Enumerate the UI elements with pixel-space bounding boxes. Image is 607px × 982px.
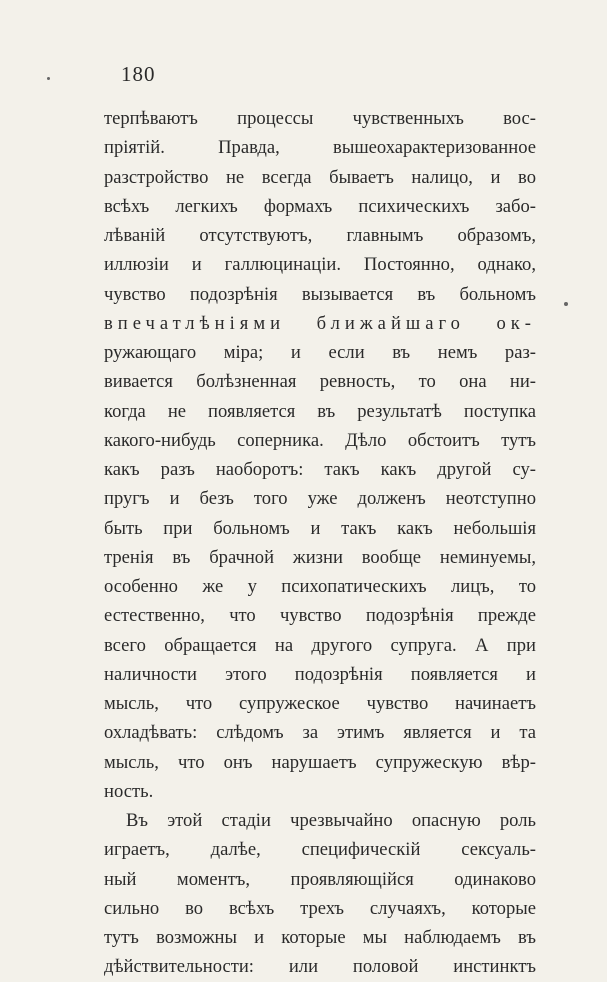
text-line: охладѣвать: слѣдомъ за этимъ является и та (104, 722, 536, 744)
text-line: какъ разъ наоборотъ: такъ какъ другой су- (104, 459, 536, 480)
text-line: играетъ, далѣе, специфическій сексуаль- (104, 839, 536, 861)
text-line: мысль, что онъ нарушаетъ супружескую вѣр- (104, 751, 536, 773)
text-line: естественно, что чувство подозрѣнія прежде (104, 605, 536, 627)
text-line: ность. (104, 780, 154, 802)
text-line: лѣваній отсутствуютъ, главнымъ образомъ, (104, 225, 536, 246)
text-line: вивается болѣзненная ревность, то она ни- (104, 371, 536, 393)
paragraph-start-line: Въ этой стадіи чрезвычайно опасную роль (126, 810, 536, 831)
text-line: иллюзіи и галлюцинаціи. Постоянно, однако, (104, 254, 536, 276)
text-line: чувство подозрѣнія вызывается въ больномъ (104, 283, 536, 305)
text-line: тренія въ брачной жизни вообще неминуемы, (104, 546, 536, 568)
text-line: особенно же у психопатическихъ лицъ, то (104, 576, 536, 597)
text-line: быть при больномъ и такъ какъ небольшія (104, 517, 536, 539)
text-line: дѣйствительности: или половой инстинктъ (104, 956, 536, 978)
text-line: сильно во всѣхъ трехъ случаяхъ, которые (104, 897, 536, 919)
text-line: пріятій. Правда, вышеохарактеризованное (104, 137, 536, 159)
text-line: какого-нибудь соперника. Дѣло обстоитъ тутъ (104, 429, 536, 451)
paper-speck (47, 77, 50, 80)
body-text (104, 104, 536, 982)
text-line: всѣхъ легкихъ формахъ психическихъ забо- (104, 195, 536, 217)
text-line: тутъ возможны и которые мы наблюдаемъ въ (104, 927, 536, 948)
text-line: пругъ и безъ того уже долженъ неотступно (104, 488, 536, 510)
text-line: терпѣваютъ процессы чувственныхъ вос- (104, 108, 536, 129)
text-line-spaced: впечатлѣніями ближайшаго ок- (104, 312, 536, 334)
text-line: всего обращается на другого супруга. А при (104, 634, 536, 656)
text-line: наличности этого подозрѣнія появляется и (104, 663, 536, 685)
text-line: ружающаго міра; и если въ немъ раз- (104, 342, 536, 363)
text-line: мысль, что супружеское чувство начинаетъ (104, 693, 536, 714)
text-line: когда не появляется въ результатѣ поступка (104, 400, 536, 422)
text-line: ный моментъ, проявляющійся одинаково (104, 868, 536, 890)
page-number: 180 (121, 62, 156, 86)
paper-speck (564, 302, 568, 306)
text-line: разстройство не всегда бываетъ налицо, и во (104, 166, 536, 188)
